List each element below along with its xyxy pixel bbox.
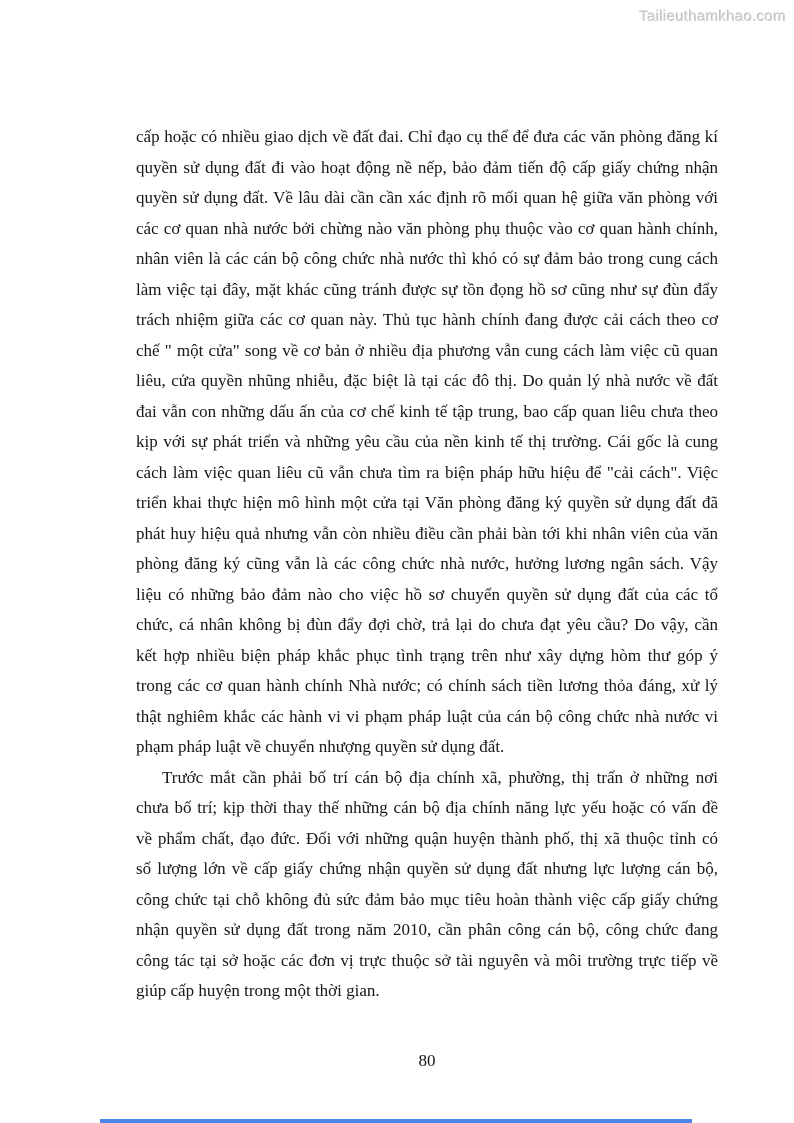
text-line: quyền sử dụng đất đi vào hoạt động nề nếp, bảo đảm tiến độ cấp giấy chứng nhận (136, 157, 718, 177)
text-line: số lượng lớn về cấp giấy chứng nhận quyền sử dụng đất nhưng lực lượng cán bộ, (136, 859, 718, 878)
text-line: liêu, cửa quyền nhũng nhiễu, đặc biệt là tại các đô thị. Do quản lý nhà nước về đất (136, 371, 718, 390)
text-line: Trước mắt cần phải bố trí cán bộ địa chính xã, phường, thị trấn ở những nơi (162, 767, 718, 787)
text-line: quyền sử dụng đất. Về lâu dài cần cần xác định rõ mối quan hệ giữa văn phòng với (136, 188, 718, 207)
text-line: chức, cá nhân không bị đùn đẩy đợi chờ, trả lại do chưa đạt yêu cầu? Do vậy, cần (136, 615, 718, 634)
text-line: cấp hoặc có nhiều giao dịch về đất đai. Chỉ đạo cụ thể để đưa các văn phòng đăng kí (136, 127, 718, 146)
text-line: cách làm việc quan liêu cũ vẫn chưa tìm ra biện pháp hữu hiệu để "cải cách". Việc (136, 462, 718, 482)
text-line: các cơ quan nhà nước bởi chừng nào văn phòng phụ thuộc vào cơ quan hành chính, (136, 218, 718, 238)
text-line: về phẩm chất, đạo đức. Đối với những quận huyện thành phố, thị xã thuộc tỉnh có (136, 828, 718, 848)
text-line: công tác tại sở hoặc các đơn vị trực thuộc sở tài nguyên và môi trường trực tiếp về (136, 950, 718, 970)
text-line: nhân viên là các cán bộ công chức nhà nước thì khó có sự đảm bảo trong cung cách (136, 249, 718, 268)
text-line: giúp cấp huyện trong một thời gian. (136, 981, 380, 1000)
document-text-block (136, 122, 718, 1007)
text-line: kết hợp nhiều biện pháp khắc phục tình trạng trên như xây dựng hòm thư góp ý (136, 645, 718, 665)
text-line: phạm pháp luật về chuyển nhượng quyền sử dụng đất. (136, 737, 505, 756)
text-line: phòng đăng ký cũng vẫn là các công chức nhà nước, hưởng lương ngân sách. Vậy (136, 554, 718, 573)
bottom-blue-bar (100, 1119, 692, 1123)
text-line: triển khai thực hiện mô hình một cửa tại Văn phòng đăng ký quyền sử dụng đất đã (136, 493, 718, 512)
text-line: nhận quyền sử dụng đất trong năm 2010, cần phân công cán bộ, công chức đang (136, 920, 718, 939)
text-line: đai vẫn con những dấu ấn của cơ chế kinh tế tập trung, bao cấp quan liêu chưa theo (136, 401, 718, 421)
text-line: làm việc tại đây, mặt khác cũng tránh được sự tồn đọng hồ sơ cũng như sự đùn đẩy (136, 279, 718, 299)
text-line: trong các cơ quan hành chính Nhà nước; có chính sách tiền lương thỏa đáng, xử lý (136, 676, 718, 695)
text-line: kịp với sự phát triển và những yêu cầu của nền kinh tế thị trường. Cái gốc là cung (136, 432, 718, 451)
text-line: phát huy hiệu quả nhưng vẫn còn nhiều điều cần phải bàn tới khi nhân viên của văn (136, 523, 718, 543)
page-number: 80 (418, 1051, 436, 1070)
text-line: chế " một cửa" song về cơ bản ở nhiều địa phương vẫn cung cách làm việc cũ quan (136, 340, 718, 360)
text-line: trách nhiệm giữa các cơ quan này. Thủ tục hành chính đang được cải cách theo cơ (136, 310, 718, 329)
text-line: thật nghiêm khắc các hành vi vi phạm pháp luật của cán bộ công chức nhà nước vi (136, 706, 718, 726)
text-line: công chức tại chỗ không đủ sức đảm bảo mục tiêu hoàn thành việc cấp giấy chứng (136, 889, 718, 909)
text-line: chưa bố trí; kịp thời thay thế những cán bộ địa chính năng lực yếu hoặc có vấn đề (136, 798, 718, 817)
text-line: liệu có những bảo đảm nào cho việc hồ sơ chuyển quyền sử dụng đất của các tổ (136, 584, 718, 604)
watermark: Tailieuthamkhao.com (639, 8, 786, 25)
